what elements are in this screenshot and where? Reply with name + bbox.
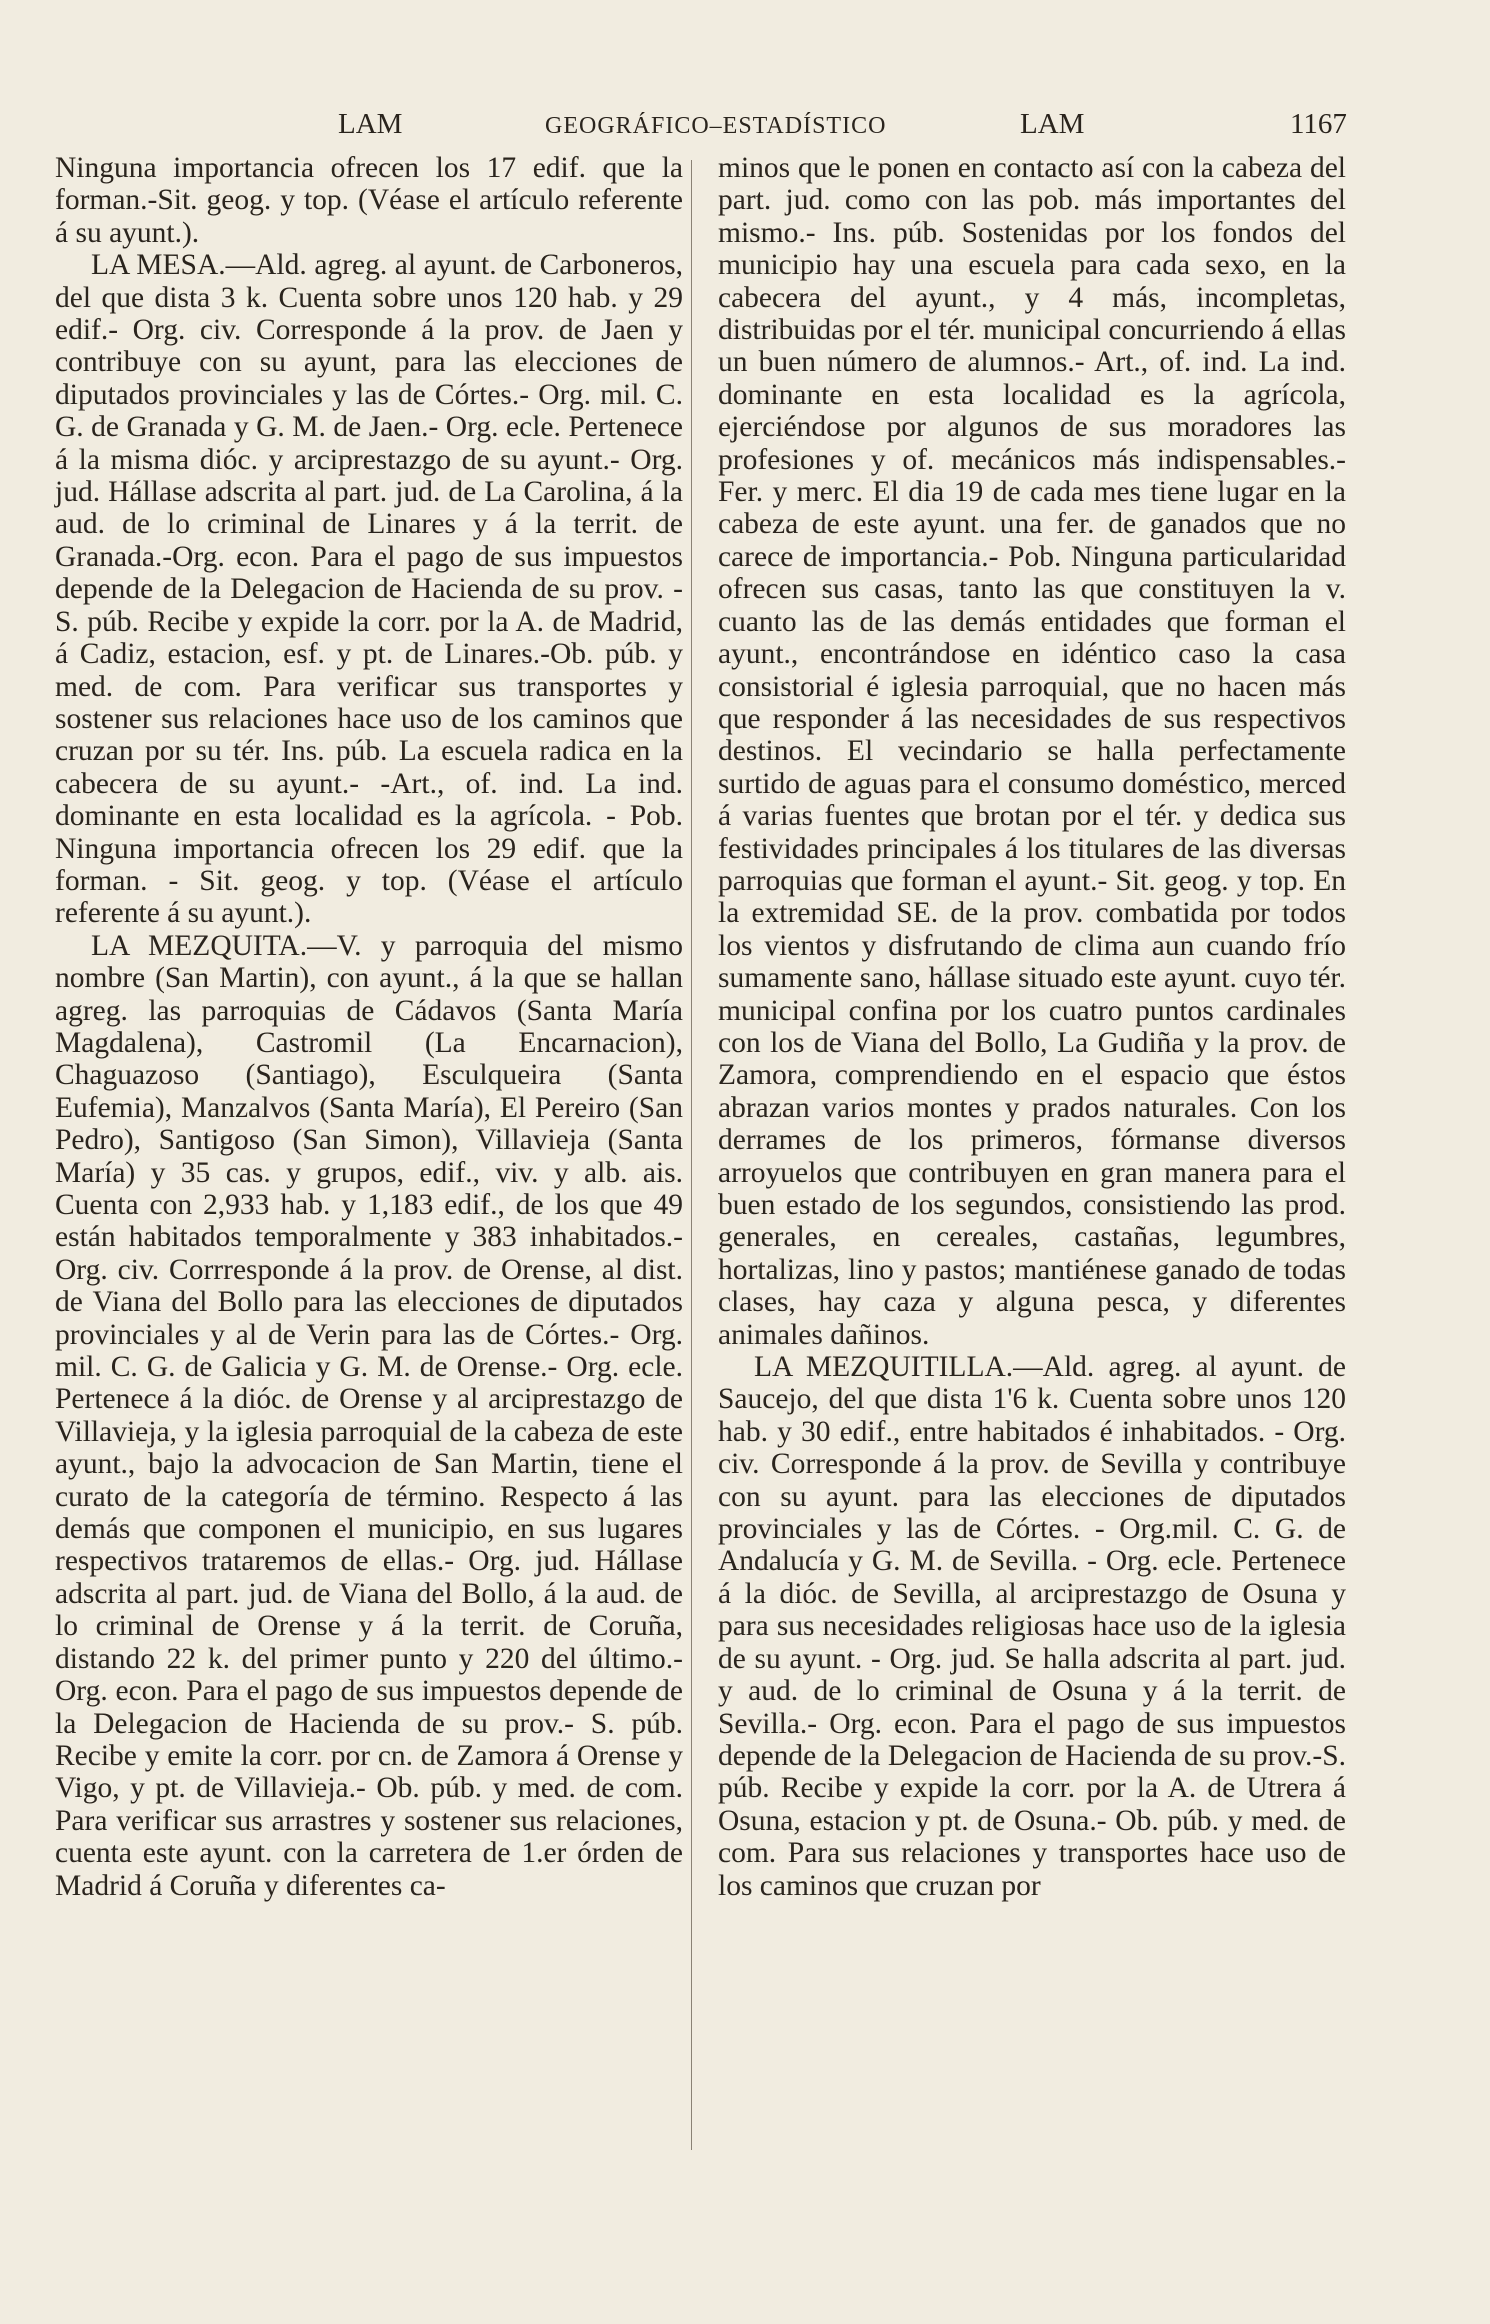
running-head-center: GEOGRÁFICO–ESTADÍSTICO	[545, 113, 887, 139]
entry-la-mezquitilla: LA MEZQUITILLA.—Ald. agreg. al ayunt. de Saucejo, del que dista 1'6 k. Cuenta sobre unos 120 hab. y 30 edif., entre habitados é inhabitados. - Org. civ. Corresponde á la prov. de Sevilla y contribuye con su ayunt. para las elecciones de diputados provinciales y las de Córtes. - Org.mil. C. G. de Andalucía y G. M. de Sevilla. - Org. ecle. Pertenece á la dióc. de Sevilla, al arciprestazgo de Osuna y para sus necesidades religiosas hace uso de la iglesia de su ayunt. - Org. jud. Se halla adscrita al part. jud. y aud. de lo criminal de Osuna y á la territ. de Sevilla.- Org. econ. Para el pago de sus impuestos depende de la Delegacion de Hacienda de su prov.-S. púb. Recibe y expide la corr. por la A. de Utrera á Osuna, estacion y pt. de Osuna.- Ob. púb. y med. de com. Para sus relaciones y transportes hace uso de los caminos que cruzan por	[718, 1351, 1346, 1902]
column-divider	[691, 160, 692, 2150]
entry-la-mezquita: LA MEZQUITA.—V. y parroquia del mismo nombre (San Martin), con ayunt., á la que se hallan agreg. las parroquias de Cádavos (Santa María Magdalena), Castromil (La Encarnacion), Chaguazoso (Santiago), Esculqueira (Santa Eufemia), Manzalvos (Santa María), El Pereiro (San Pedro), Santigoso (San Simon), Villavieja (Santa María) y 35 cas. y grupos, edif., viv. y alb. ais. Cuenta con 2,933 hab. y 1,183 edif., de los que 49 están habitados temporalmente y 383 inhabitados.- Org. civ. Corrresponde á la prov. de Orense, al dist. de Viana del Bollo para las elecciones de diputados provinciales y al de Verin para las de Córtes.- Org. mil. C. G. de Galicia y G. M. de Orense.- Org. ecle. Pertenece á la dióc. de Orense y al arciprestazgo de Villavieja, y la iglesia parroquial de la cabeza de este ayunt., bajo la advocacion de San Martin, tiene el curato de la categoría de término. Respecto á las demás que componen el municipio, en sus lugares respectivos trataremos de ellas.- Org. jud. Hállase adscrita al part. jud. de Viana del Bollo, á la aud. de lo criminal de Orense y á la territ. de Coruña, distando 22 k. del primer punto y 220 del último.-Org. econ. Para el pago de sus impuestos depende de la Delegacion de Hacienda de su prov.- S. púb. Recibe y emite la corr. por cn. de Zamora á Orense y Vigo, y pt. de Villavieja.- Ob. púb. y med. de com. Para verificar sus arrastres y sostener sus relaciones, cuenta este ayunt. con la carretera de 1.er órden de Madrid á Coruña y diferentes ca-	[55, 929, 683, 1902]
page-number: 1167	[1290, 108, 1347, 140]
right-column	[718, 152, 1346, 1902]
paragraph: minos que le ponen en contacto así con la cabeza del part. jud. como con las pob. más importantes del mismo.- Ins. púb. Sostenidas por los fondos del municipio hay una escuela para cada sexo, en la cabecera del ayunt., y 4 más, incompletas, distribuidas por el tér. municipal concurriendo á ellas un buen número de alumnos.- Art., of. ind. La ind. dominante en esta localidad es la agrícola, ejerciéndose por algunos de sus moradores las profesiones y of. mecánicos más indispensables.- Fer. y merc. El dia 19 de cada mes tiene lugar en la cabeza de este ayunt. una fer. de ganados que no carece de importancia.- Pob. Ninguna particularidad ofrecen sus casas, tanto las que constituyen la v. cuanto las de las demás entidades que forman el ayunt., encontrándose en idéntico caso la casa consistorial é iglesia parroquial, que no hacen más que responder á las necesidades de sus respectivos destinos. El vecindario se halla perfectamente surtido de aguas para el consumo doméstico, merced á varias fuentes que brotan por el tér. y dedica sus festividades principales á los titulares de las diversas parroquias que forman el ayunt.- Sit. geog. y top. En la extremidad SE. de la prov. combatida por todos los vientos y disfrutando de clima aun cuando frío sumamente sano, hállase situado este ayunt. cuyo tér. municipal confina por los cuatro puntos cardinales con los de Viana del Bollo, La Gudiña y la prov. de Zamora, comprendiendo en el espacio que éstos abrazan varios montes y prados naturales. Con los derrames de los primeros, fórmanse diversos arroyuelos que contribuyen en gran manera para el buen estado de los segundos, consistiendo las prod. generales, en cereales, castañas, legumbres, hortalizas, lino y pastos; mantiénese ganado de todas clases, hay caza y alguna pesca, y diferentes animales dañinos.	[718, 152, 1346, 1351]
entry-la-mesa: LA MESA.—Ald. agreg. al ayunt. de Carboneros, del que dista 3 k. Cuenta sobre unos 120 hab. y 29 edif.- Org. civ. Corresponde á la prov. de Jaen y contribuye con su ayunt, para las elecciones de diputados provinciales y las de Córtes.- Org. mil. C. G. de Granada y G. M. de Jaen.- Org. ecle. Pertenece á la misma dióc. y arciprestazgo de su ayunt.- Org. jud. Hállase adscrita al part. jud. de La Carolina, á la aud. de lo criminal de Linares y á la territ. de Granada.-Org. econ. Para el pago de sus impuestos depende de la Delegacion de Hacienda de su prov. - S. púb. Recibe y expide la corr. por la A. de Madrid, á Cadiz, estacion, esf. y pt. de Linares.-Ob. púb. y med. de com. Para verificar sus transportes y sostener sus relaciones hace uso de los caminos que cruzan por su tér. Ins. púb. La escuela radica en la cabecera de su ayunt.- -Art., of. ind. La ind. dominante en esta localidad es la agrícola. - Pob. Ninguna importancia ofrecen los 29 edif. que la forman. - Sit. geog. y top. (Véase el artículo referente á su ayunt.).	[55, 249, 683, 930]
paragraph: Ninguna importancia ofrecen los 17 edif. que la forman.-Sit. geog. y top. (Véase el artículo referente á su ayunt.).	[55, 152, 683, 249]
running-head-right: LAM	[1020, 108, 1085, 140]
left-column	[55, 152, 683, 1902]
running-head-left: LAM	[338, 108, 403, 140]
